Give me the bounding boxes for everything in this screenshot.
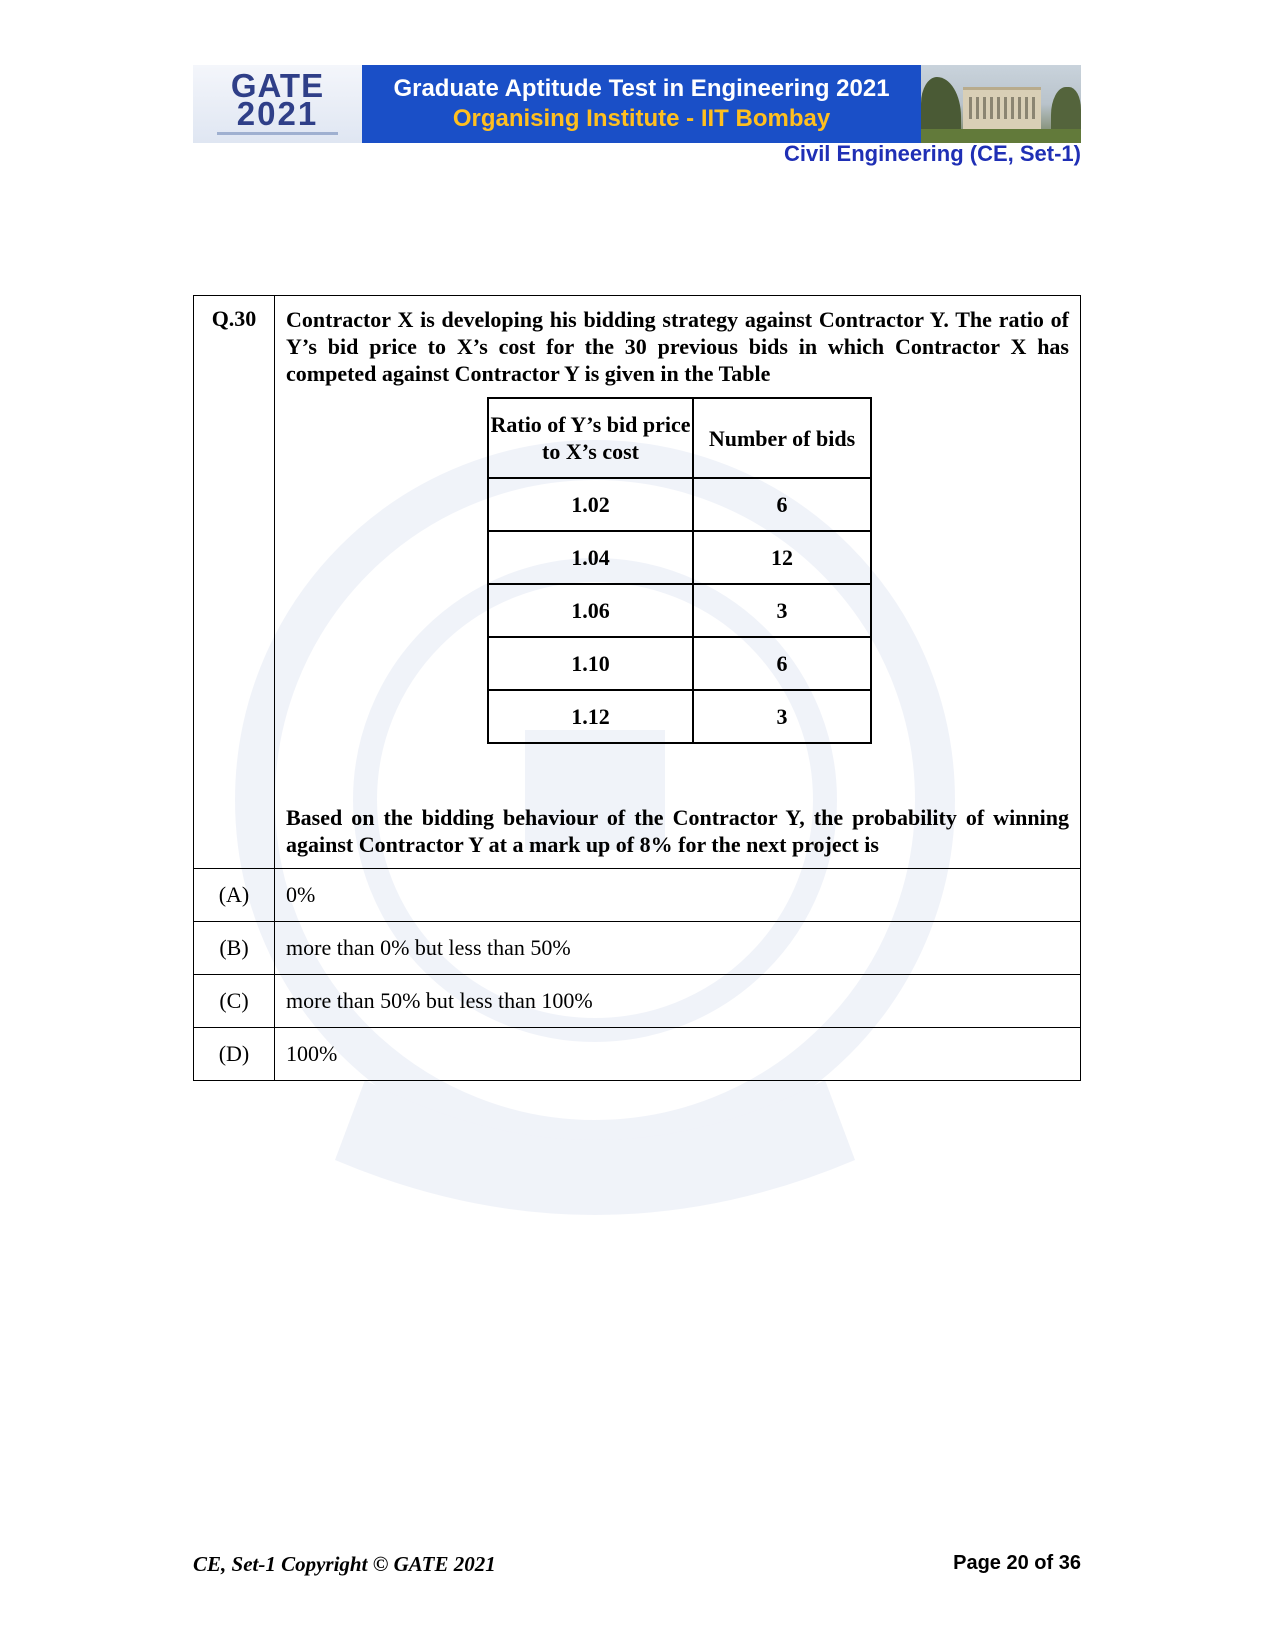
option-text-d: 100% bbox=[275, 1028, 1081, 1081]
footer-copyright: CE, Set-1 Copyright © GATE 2021 bbox=[193, 1552, 496, 1576]
option-row-a[interactable] bbox=[194, 869, 1081, 922]
page-prefix: Page bbox=[953, 1552, 1001, 1574]
count-cell: 6 bbox=[693, 637, 871, 690]
banner-text-block bbox=[362, 65, 921, 143]
table-row bbox=[488, 690, 871, 743]
option-row-d[interactable] bbox=[194, 1028, 1081, 1081]
count-cell: 3 bbox=[693, 690, 871, 743]
table-row bbox=[488, 637, 871, 690]
page-current: 20 bbox=[1006, 1552, 1029, 1574]
option-row-b[interactable] bbox=[194, 922, 1081, 975]
bid-table-header-count: Number of bids bbox=[693, 398, 871, 478]
ratio-cell: 1.02 bbox=[488, 478, 693, 531]
ratio-cell: 1.04 bbox=[488, 531, 693, 584]
campus-building-image bbox=[921, 65, 1081, 143]
page-total: 36 bbox=[1058, 1552, 1081, 1574]
header-banner bbox=[193, 65, 1081, 143]
option-row-c[interactable] bbox=[194, 975, 1081, 1028]
question-number: Q.30 bbox=[194, 296, 275, 869]
question-followup: Based on the bidding behaviour of the Contractor Y, the probability of winning against Contractor Y at a mark up of 8% for the next project is bbox=[286, 805, 1069, 857]
table-row bbox=[488, 584, 871, 637]
table-row bbox=[488, 478, 871, 531]
logo-line2: 2021 bbox=[236, 95, 319, 132]
banner-title: Graduate Aptitude Test in Engineering 2021 bbox=[393, 75, 890, 102]
ratio-cell: 1.06 bbox=[488, 584, 693, 637]
gate-logo bbox=[193, 65, 362, 143]
question-table bbox=[193, 295, 1081, 1081]
option-label-b: (B) bbox=[194, 922, 275, 975]
logo-strip bbox=[217, 132, 338, 135]
table-row bbox=[488, 531, 871, 584]
count-cell: 12 bbox=[693, 531, 871, 584]
question-body bbox=[275, 296, 1081, 869]
building-windows bbox=[969, 97, 1035, 119]
count-cell: 3 bbox=[693, 584, 871, 637]
count-cell: 6 bbox=[693, 478, 871, 531]
option-label-d: (D) bbox=[194, 1028, 275, 1081]
logo-line1: GATE bbox=[230, 67, 325, 104]
question-text: Contractor X is developing his bidding strategy against Contractor Y. The ratio of Y’s bid price to X’s cost for the 30 previous bids in which Contractor X has competed against Contractor Y is given in the Table bbox=[286, 307, 1069, 386]
ratio-cell: 1.10 bbox=[488, 637, 693, 690]
bid-table-header-ratio: Ratio of Y’s bid price to X’s cost bbox=[488, 398, 693, 478]
question-row bbox=[194, 296, 1081, 869]
bid-table-header-row bbox=[488, 398, 871, 478]
ratio-cell: 1.12 bbox=[488, 690, 693, 743]
option-text-c: more than 50% but less than 100% bbox=[275, 975, 1081, 1028]
option-label-c: (C) bbox=[194, 975, 275, 1028]
option-label-a: (A) bbox=[194, 869, 275, 922]
subject-title: Civil Engineering (CE, Set-1) bbox=[783, 141, 1081, 166]
option-text-b: more than 0% but less than 50% bbox=[275, 922, 1081, 975]
option-text-a: 0% bbox=[275, 869, 1081, 922]
bid-ratio-table bbox=[487, 397, 872, 744]
page-sep: of bbox=[1034, 1552, 1054, 1574]
footer-page-number bbox=[953, 1552, 1081, 1575]
banner-subtitle: Organising Institute - IIT Bombay bbox=[452, 105, 831, 132]
